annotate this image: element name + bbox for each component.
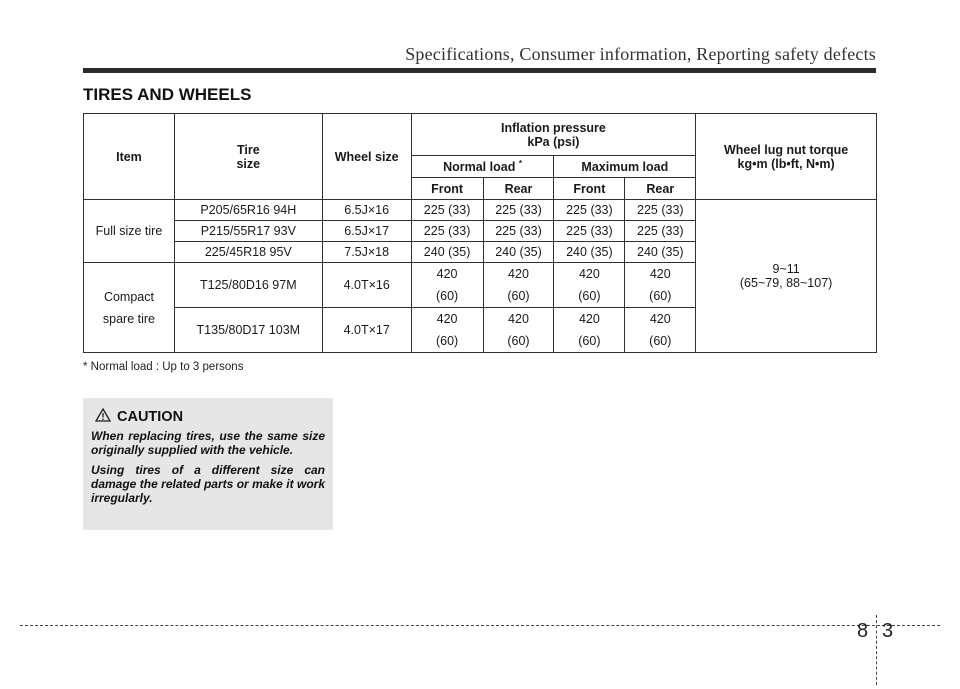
page-number-separator [876, 615, 877, 685]
header-tire-size: Tire size [174, 114, 322, 200]
running-header: Specifications, Consumer information, Reporting safety defects [405, 44, 876, 64]
pressure-cell: 225 (33) [483, 221, 554, 242]
pressure-cell: 225 (33) [625, 221, 696, 242]
pressure-cell: 420 (60) [411, 308, 483, 353]
tire-size-cell: T135/80D17 103M [174, 308, 322, 353]
page-number: 3 [882, 620, 894, 642]
torque-value-cell: 9~11 (65~79, 88~107) [696, 200, 877, 353]
group-compact-spare-tire: Compact spare tire [84, 263, 175, 353]
header-normal-rear: Rear [483, 178, 554, 200]
pressure-cell: 225 (33) [411, 221, 483, 242]
pressure-cell: 225 (33) [483, 200, 554, 221]
caution-heading [95, 408, 325, 426]
header-maximum-rear: Rear [625, 178, 696, 200]
wheel-size-cell: 7.5J×18 [322, 242, 411, 263]
pressure-cell: 420 (60) [625, 263, 696, 308]
warning-triangle-icon [95, 408, 111, 426]
pressure-cell: 420 (60) [554, 263, 625, 308]
header-wheel-size: Wheel size [322, 114, 411, 200]
pressure-cell: 225 (33) [625, 200, 696, 221]
pressure-cell: 420 (60) [411, 263, 483, 308]
caution-text-2: Using tires of a different size can damage the related parts or make it work irregularly. [91, 463, 325, 505]
pressure-cell: 240 (35) [554, 242, 625, 263]
wheel-size-cell: 6.5J×16 [322, 200, 411, 221]
header-maximum-front: Front [554, 178, 625, 200]
caution-box [83, 398, 333, 530]
caution-title: CAUTION [117, 409, 184, 425]
pressure-cell: 420 (60) [554, 308, 625, 353]
pressure-cell: 240 (35) [625, 242, 696, 263]
tire-size-cell: P215/55R17 93V [174, 221, 322, 242]
header-normal-front: Front [411, 178, 483, 200]
section-title: TIRES AND WHEELS [83, 85, 252, 104]
page-footer-rule [20, 625, 940, 626]
header-normal-load: Normal load * [411, 156, 554, 178]
header-item: Item [84, 114, 175, 200]
footnote: * Normal load : Up to 3 persons [83, 361, 244, 373]
wheel-size-cell: 6.5J×17 [322, 221, 411, 242]
pressure-cell: 225 (33) [554, 221, 625, 242]
pressure-cell: 420 (60) [483, 263, 554, 308]
pressure-cell: 240 (35) [483, 242, 554, 263]
header-maximum-load: Maximum load [554, 156, 696, 178]
chapter-number: 8 [857, 620, 869, 642]
tire-size-cell: 225/45R18 95V [174, 242, 322, 263]
tire-size-cell: T125/80D16 97M [174, 263, 322, 308]
header-lug-nut-torque: Wheel lug nut torque kg•m (lb•ft, N•m) [696, 114, 877, 200]
pressure-cell: 420 (60) [483, 308, 554, 353]
wheel-size-cell: 4.0T×17 [322, 308, 411, 353]
tire-size-cell: P205/65R16 94H [174, 200, 322, 221]
pressure-cell: 225 (33) [411, 200, 483, 221]
wheel-size-cell: 4.0T×16 [322, 263, 411, 308]
table-row [84, 200, 877, 221]
pressure-cell: 225 (33) [554, 200, 625, 221]
group-full-size-tire: Full size tire [84, 200, 175, 263]
tire-specs-table [83, 113, 877, 353]
pressure-cell: 240 (35) [411, 242, 483, 263]
pressure-cell: 420 (60) [625, 308, 696, 353]
caution-text-1: When replacing tires, use the same size originally supplied with the vehicle. [91, 429, 325, 457]
header-rule [83, 68, 876, 73]
header-inflation-pressure: Inflation pressure kPa (psi) [411, 114, 696, 156]
